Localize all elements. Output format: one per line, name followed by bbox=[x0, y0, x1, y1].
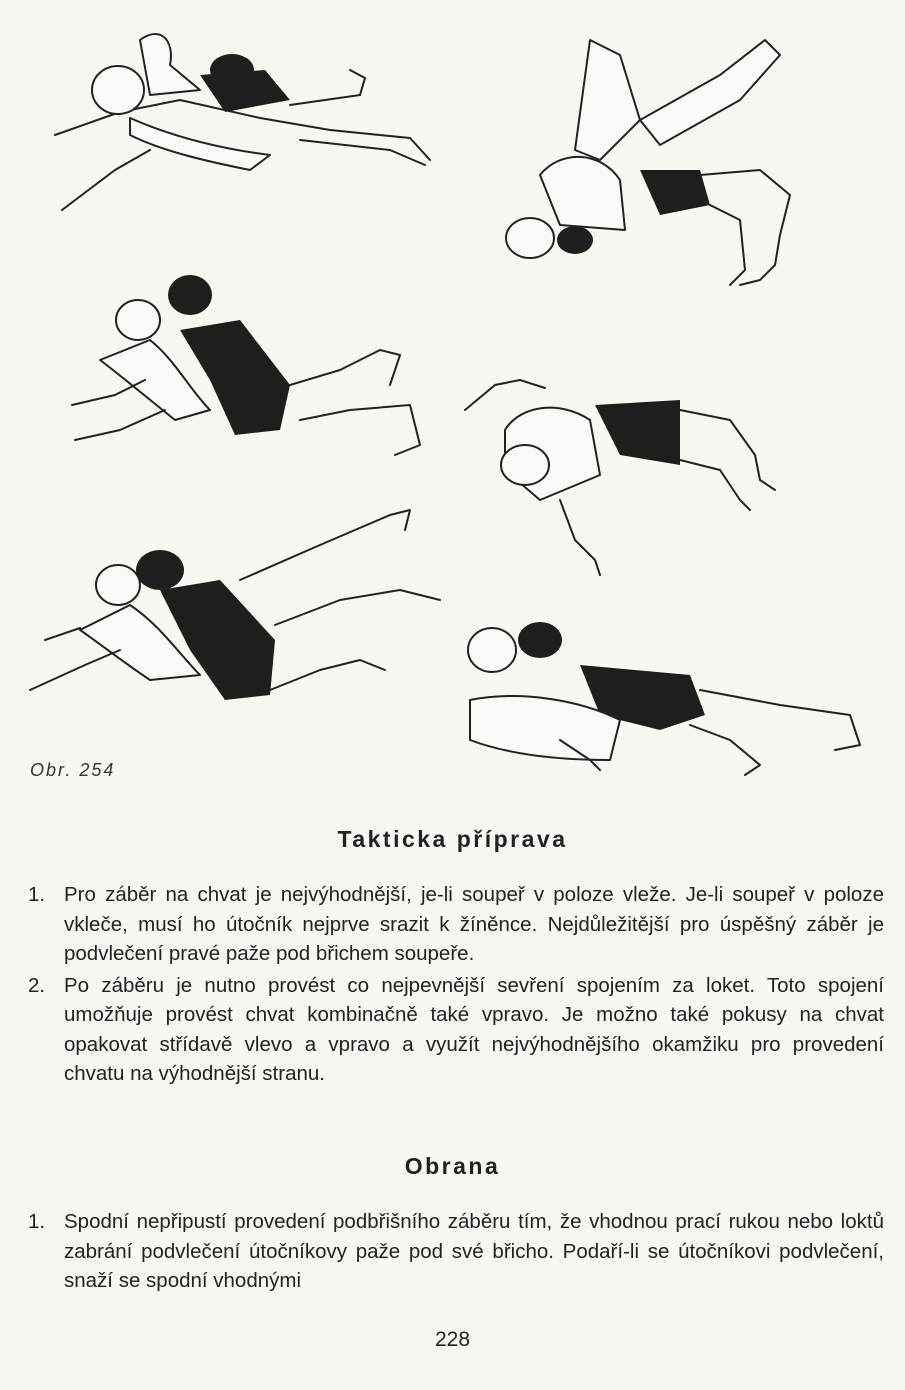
list-item bbox=[28, 880, 884, 969]
page-number: 228 bbox=[434, 1328, 471, 1351]
illustration-6 bbox=[468, 622, 860, 775]
list-item-text: Pro záběr na chvat je nejvýhodnější, je-li soupeř v poloze vleže. Je-li soupeř v poloze vkleče, musí ho útočník nejprve srazit k žíněnce. Nejdůležitější pro úspěšný záběr je podvlečení pravé paže pod břichem soupeře. bbox=[64, 883, 884, 965]
list-item bbox=[28, 1207, 884, 1296]
figure-caption: Obr. 254 bbox=[30, 760, 116, 780]
list-item-text: Spodní nepřipustí provedení podbřišního záběru tím, že vhodnou prací rukou nebo loktů zabrání podvlečení útočníkovy paže pod své břicho. Podaří-li se útočníkovi podvlečení, snaží se spodní vhodnými bbox=[64, 1210, 884, 1292]
list-item-number: 2. bbox=[28, 973, 46, 997]
illustration-3 bbox=[72, 275, 420, 455]
illustration-1 bbox=[55, 34, 430, 210]
section-heading-tactical-preparation: Takticka příprava bbox=[337, 826, 568, 852]
list-item-number: 1. bbox=[28, 883, 46, 906]
tactical-preparation-list bbox=[28, 880, 884, 1091]
list-item-text: Po záběru je nutno provést co nejpevnější sevření spojením za loket. Toto spojení umožňuje provést chvat kombinačně také vpravo. Je možno také pokusy na chvat opakovat střídavě vlevo a vpravo a využít nejvýhodnějšího okamžiku pro provedení chvatu na výhodnější stranu. bbox=[64, 973, 884, 1085]
illustration-4 bbox=[465, 380, 775, 575]
section-heading-defense: Obrana bbox=[404, 1153, 501, 1179]
list-item-number: 1. bbox=[28, 1210, 46, 1233]
illustration-2 bbox=[506, 40, 790, 285]
list-item bbox=[28, 971, 884, 1089]
defense-list bbox=[28, 1207, 884, 1298]
illustration-5 bbox=[30, 510, 440, 700]
